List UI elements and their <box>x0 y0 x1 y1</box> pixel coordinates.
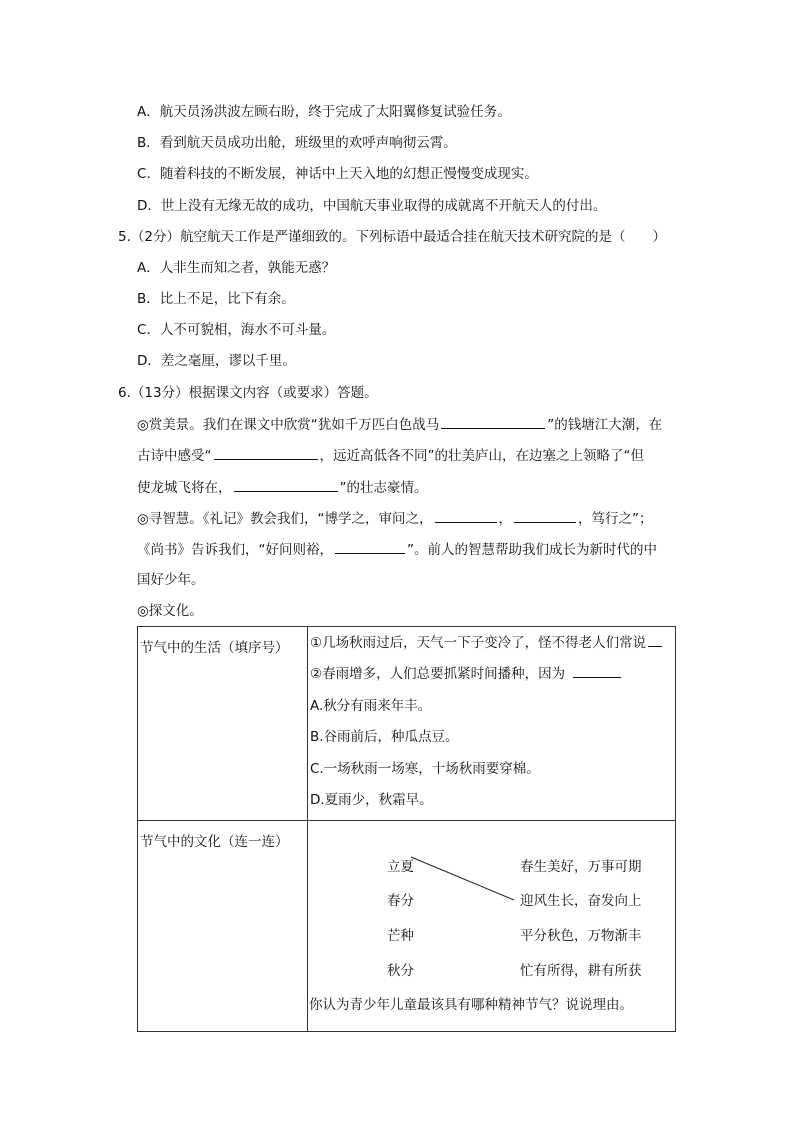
answer-blank[interactable] <box>435 508 497 523</box>
text-span: ”的壮志豪情。 <box>339 480 428 496</box>
text-span: ②春雨增多，人们总要抓紧时间播种，因为 <box>310 666 566 683</box>
question-score: （13分） <box>130 385 189 401</box>
question-text: 你认为青少年儿童最该具有哪种精神节气？说说理由。 <box>309 997 633 1014</box>
answer-blank[interactable] <box>214 445 318 460</box>
q6-wisdom-line-2 <box>137 539 657 560</box>
q5-option-b: B．比上不足，比下有余。 <box>137 291 295 307</box>
term-chunfen[interactable] <box>387 889 414 909</box>
term-text: 春分 <box>387 893 414 910</box>
text-span: C.一场秋雨一场寒，十场秋雨要穿棉。 <box>310 760 540 777</box>
text-span: D.夏雨少，秋霜早。 <box>310 791 433 808</box>
q5-stem <box>118 227 666 247</box>
answer-blank[interactable] <box>573 663 621 678</box>
text-span: ，远近高低各不同”的壮美庐山，在边塞之上领略了“但 <box>319 448 644 464</box>
q4-option-c: C．随着科技的不断发展，神话中上天入地的幻想正慢慢变成现实。 <box>137 166 538 182</box>
q6-scenery-line-1 <box>137 414 662 435</box>
term-qiufen[interactable] <box>387 959 414 979</box>
text-span: 《尚书》告诉我们，“好问则裕， <box>137 542 333 558</box>
culture-content-cell <box>308 821 676 1032</box>
q6-wisdom-line-1 <box>137 508 653 529</box>
option-text: 比上不足，比下有余。 <box>159 291 295 307</box>
text-span: 使龙城飞将在， <box>137 480 232 496</box>
q4-option-a: A．航天员汤洪波左顾右盼，终于完成了太阳翼修复试验任务。 <box>137 104 511 120</box>
solar-terms-table <box>137 626 676 1032</box>
culture-question <box>309 993 633 1013</box>
q5-option-a: A．人非生而知之者，孰能无惑？ <box>137 260 336 276</box>
label-text: 节气中的文化（连一连） <box>140 834 289 851</box>
desc-3[interactable] <box>520 924 642 944</box>
text-span: B.谷雨前后，种瓜点豆。 <box>310 729 459 746</box>
option-label: C <box>137 166 147 182</box>
option-text: 人不可貌相，海水不可斗量。 <box>159 322 336 338</box>
term-text: 秋分 <box>387 963 414 980</box>
desc-4[interactable] <box>520 959 642 979</box>
desc-2[interactable] <box>520 889 642 909</box>
matching-area <box>308 821 675 1015</box>
answer-blank[interactable] <box>441 414 545 429</box>
q6-scenery-line-3 <box>137 477 428 498</box>
term-mangzhong[interactable] <box>387 924 414 944</box>
option-label: B <box>137 135 147 151</box>
connection-line <box>308 821 680 1015</box>
q4-option-d: D．世上没有无缘无故的成功，中国航天事业取得的成就离不开航天人的付出。 <box>137 198 607 214</box>
proverb-a <box>308 695 675 726</box>
text-span: ， <box>498 511 513 527</box>
q4-option-b: B．看到航天员成功出舱，班级里的欢呼声响彻云霄。 <box>137 135 457 151</box>
option-label: B <box>137 291 147 307</box>
desc-text: 忙有所得，耕有所获 <box>520 963 642 980</box>
text-span: ”。前人的智慧帮助我们成长为新时代的中 <box>407 542 657 558</box>
desc-text: 平分秋色，万物渐丰 <box>520 928 642 945</box>
answer-blank[interactable] <box>648 632 662 647</box>
option-text: 世上没有无缘无故的成功，中国航天事业取得的成就离不开航天人的付出。 <box>160 198 607 214</box>
q6-scenery-line-2 <box>137 445 644 466</box>
question-number: 5. <box>118 229 131 245</box>
row-label-culture <box>138 821 308 1032</box>
text-span: ，笃行之”； <box>578 511 653 527</box>
term-lixia[interactable] <box>387 855 414 875</box>
text-span: ◎寻智慧。《礼记》教会我们，“博学之，审问之， <box>137 511 433 527</box>
option-label: D <box>137 353 148 369</box>
text-span: ”的钱塘江大潮，在 <box>547 417 663 433</box>
text-span: ①几场秋雨过后，天气一下子变冷了，怪不得老人们常说 <box>310 635 647 651</box>
option-label: D <box>137 198 148 214</box>
table-row-culture <box>138 821 676 1032</box>
answer-blank[interactable] <box>514 508 576 523</box>
proverb-c <box>308 758 675 789</box>
q6-culture-heading <box>137 601 203 621</box>
desc-text: 春生美好，万事可期 <box>520 859 642 876</box>
question-number: 6. <box>118 385 131 401</box>
text-span: A.秋分有雨来年丰。 <box>310 697 432 714</box>
q5-option-c: C．人不可貌相，海水不可斗量。 <box>137 322 336 338</box>
term-text: 立夏 <box>387 859 414 876</box>
question-text: 航空航天工作是严谨细致的。下列标语中最适合挂在航天技术研究院的是（ ） <box>179 229 666 245</box>
question-score: （2分） <box>130 229 180 245</box>
answer-blank[interactable] <box>335 539 405 554</box>
life-line-2 <box>308 663 675 694</box>
table-row-life <box>138 627 676 821</box>
text-span: ◎赏美景。我们在课文中欣赏“犹如千万匹白色战马 <box>137 417 440 433</box>
text-span: 国好少年。 <box>137 572 205 588</box>
desc-text: 迎风生长，奋发向上 <box>520 893 642 910</box>
life-content-cell <box>308 627 676 821</box>
option-text: 随着科技的不断发展，神话中上天入地的幻想正慢慢变成现实。 <box>159 166 538 182</box>
text-span: ◎探文化。 <box>137 603 203 619</box>
option-text: 航天员汤洪波左顾右盼，终于完成了太阳翼修复试验任务。 <box>159 104 511 120</box>
answer-blank[interactable] <box>234 477 338 492</box>
option-text: 看到航天员成功出舱，班级里的欢呼声响彻云霄。 <box>159 135 457 151</box>
proverb-b <box>308 726 675 757</box>
row-label-life <box>138 627 308 821</box>
option-text: 差之毫厘，谬以千里。 <box>160 353 296 369</box>
label-text: 节气中的生活（填序号） <box>140 640 289 656</box>
q5-option-d: D．差之毫厘，谬以千里。 <box>137 353 296 369</box>
life-line-1 <box>308 632 675 663</box>
option-label: C <box>137 322 147 338</box>
q6-wisdom-line-3 <box>137 570 205 590</box>
connector <box>411 857 514 900</box>
q6-stem <box>118 383 378 403</box>
desc-1[interactable] <box>520 855 642 875</box>
text-span: 古诗中感受“ <box>137 448 212 464</box>
option-text: 人非生而知之者，孰能无惑？ <box>159 260 336 276</box>
option-label: A <box>137 104 147 120</box>
option-label: A <box>137 260 147 276</box>
proverb-d <box>308 789 675 820</box>
term-text: 芒种 <box>387 928 414 945</box>
question-text: 根据课文内容（或要求）答题。 <box>188 385 378 401</box>
